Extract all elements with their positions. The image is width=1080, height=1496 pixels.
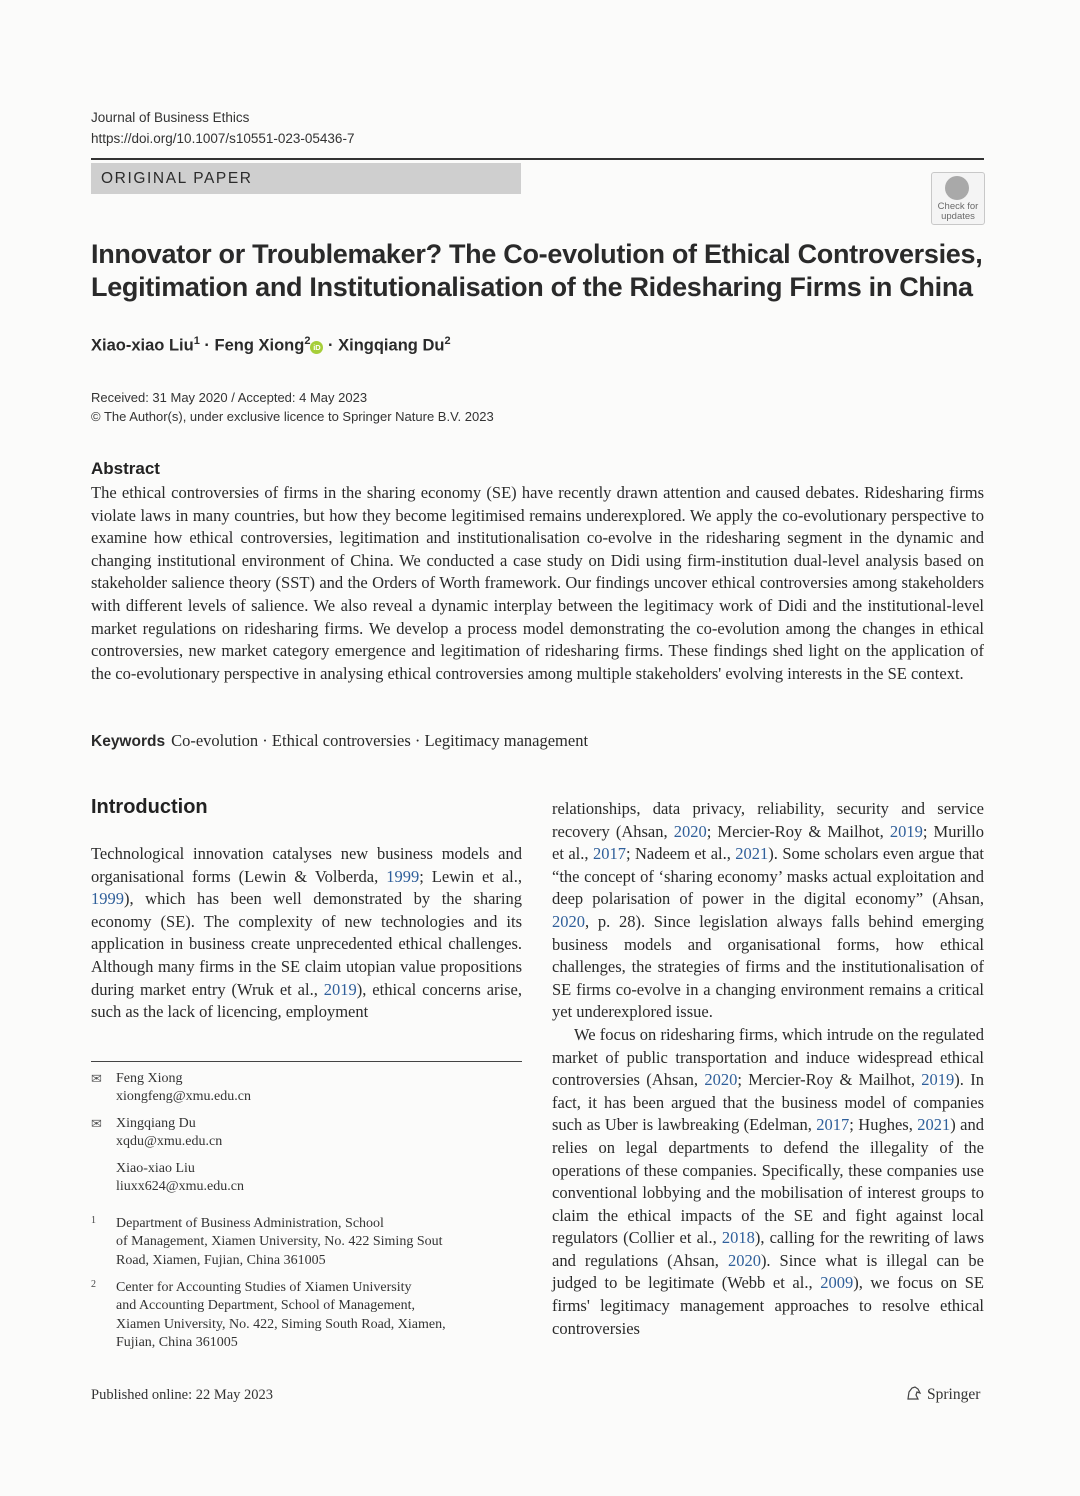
- contact-entry: [91, 1070, 102, 1089]
- text-run: ; Mercier-Roy & Mailhot,: [737, 1070, 922, 1090]
- text-run: ), calling for the rewriting of laws and regulations (Ahsan,: [552, 1228, 984, 1270]
- author-list: [91, 335, 451, 356]
- text-run: ; Nadeem et al.,: [625, 844, 736, 864]
- text-run: ) and relies on legal departments to defend the illegality of the operations of these companies. Specifically, these companies use conventional lobbying and the mobilisation of interest groups to claim the ethical impacts of the SE and fight against local regulators (Collier et al.,: [552, 1115, 984, 1248]
- affiliation-number: 2: [91, 1279, 96, 1290]
- abstract-text: The ethical controversies of firms in the sharing economy (SE) have recently drawn attention and caused debates. Ridesharing firms violate laws in many countries, but how they become legitimised remains underexplored. We apply the co-evolutionary perspective to examine how ethical controversies, legitimation and institutionalisation co-evolve in the ridesharing segment in the dynamic and changing institutional environment of China. We conducted a case study on Didi using firm-institution dual-level analysis based on stakeholder salience theory (SST) and the Orders of Worth framework. Our findings uncover ethical controversies among stakeholders with different levels of salience. We also reveal a dynamic interplay between the legitimacy work of Didi and the institutional-level market regulations on ridesharing firms. We develop a process model demonstrating the co-evolution among the changes in ethical controversies, new market category emergence and legitimation of ridesharing firms. These findings shed light on the application of the co-evolutionary perspective in analysing ethical controversies among multiple stakeholders' evolving interests in the SE context.: [91, 483, 984, 683]
- springer-horse-icon: [905, 1384, 923, 1402]
- citation-link[interactable]: 2020: [704, 1070, 738, 1090]
- author-affiliation-mark: 1: [193, 335, 200, 347]
- affiliation-line: of Management, Xiamen University, No. 422 Siming Sout: [116, 1234, 443, 1250]
- text-run: ; Murillo et al.,: [552, 821, 984, 864]
- keywords-label: Keywords: [91, 733, 166, 750]
- introduction-heading: Introduction: [91, 796, 208, 818]
- title-line-2: Legitimation and Institutionalisation of the Ridesharing Firms in China: [91, 272, 973, 302]
- contact-entry: [91, 1115, 102, 1134]
- contact-email[interactable]: liuxx624@xmu.edu.cn: [116, 1179, 244, 1195]
- citation-link[interactable]: 1999: [386, 866, 420, 886]
- text-run: ; Hughes,: [849, 1115, 918, 1135]
- paragraph: [91, 843, 522, 1024]
- affiliation: [116, 1279, 526, 1352]
- affiliation-line: Xiamen University, No. 422, Siming South Road, Xiamen,: [116, 1316, 446, 1332]
- text-run: ), we focus on SE firms' legitimacy management approaches to resolve ethical controversies: [552, 1273, 984, 1338]
- contact-name: Xingqiang Du: [116, 1116, 196, 1131]
- published-online-date: Published online: 22 May 2023: [91, 1387, 274, 1403]
- doi-link[interactable]: https://doi.org/10.1007/s10551-023-05436-7: [91, 131, 355, 146]
- contact-name: Feng Xiong: [116, 1071, 183, 1086]
- journal-name: Journal of Business Ethics: [91, 110, 250, 125]
- contact-entry: [116, 1160, 244, 1197]
- citation-link[interactable]: 1999: [91, 889, 124, 909]
- text-run: ; Lewin et al.,: [419, 866, 522, 886]
- paragraph: [552, 798, 984, 1024]
- contact-entry: [116, 1115, 222, 1152]
- copyright-notice: © The Author(s), under exclusive licence to Springer Nature B.V. 2023: [91, 409, 494, 424]
- citation-link[interactable]: 2021: [917, 1115, 951, 1135]
- citation-link[interactable]: 2020: [727, 1250, 761, 1270]
- text-run: ). Since what is illegal can be judged to be legitimate (Webb et al.,: [552, 1250, 985, 1293]
- envelope-icon: ✉: [91, 1071, 102, 1086]
- citation-link[interactable]: 2019: [323, 979, 357, 999]
- author-affiliation-mark: 2: [444, 335, 451, 347]
- publisher-name: Springer: [927, 1386, 981, 1403]
- citation-link[interactable]: 2019: [889, 821, 923, 841]
- citation-link[interactable]: 2018: [721, 1228, 755, 1248]
- author-name[interactable]: Xiao-xiao Liu: [91, 336, 194, 355]
- author-separator: ·: [323, 336, 339, 355]
- text-run: ). Some scholars even argue that “the concept of ‘sharing economy’ masks actual exploitation and deep polarisation of power in the digital economy” (Ahsan,: [552, 844, 984, 909]
- text-run: We focus on ridesharing firms, which intrude on the regulated market of public transportation and induce widespread ethical controversies (Ahsan,: [552, 1024, 984, 1090]
- contact-name: Xiao-xiao Liu: [116, 1161, 195, 1176]
- keywords-list: Co-evolution · Ethical controversies · Legitimacy management: [171, 731, 589, 750]
- article-type-label: ORIGINAL PAPER: [101, 170, 253, 187]
- citation-link[interactable]: 2019: [921, 1070, 955, 1090]
- affiliation-line: and Accounting Department, School of Management,: [116, 1298, 415, 1314]
- affiliation: [116, 1215, 526, 1270]
- paragraph: [552, 1024, 984, 1340]
- paper-title: [91, 238, 991, 304]
- affiliation-line: Department of Business Administration, School: [116, 1216, 384, 1231]
- text-run: ). In fact, it has been argued that the business model of companies such as Uber is lawbreaking (Edelman,: [552, 1070, 984, 1135]
- author-name[interactable]: Feng Xiong: [214, 336, 305, 355]
- contact-entry: [116, 1070, 251, 1107]
- text-run: Technological innovation catalyses new business models and organisational forms (Lewin & Volberda,: [91, 844, 522, 886]
- text-run: , p. 28). Since legislation always falls behind emerging business models and organisational forms, how ethical challenges, the strategies of firms and the institutionalisation of SE firms co-evolve in a changing environment remains a critical yet underexplored issue.: [552, 911, 984, 1022]
- author-affiliation-mark: 2: [304, 335, 311, 347]
- check-updates-label: Check for updates: [937, 201, 979, 222]
- text-run: ), ethical concerns arise, such as the lack of licencing, employment: [91, 979, 522, 1022]
- right-column-text: [552, 798, 984, 1340]
- check-updates-icon: [945, 176, 969, 200]
- contact-email[interactable]: xqdu@xmu.edu.cn: [116, 1134, 223, 1150]
- author-separator: ·: [199, 336, 215, 355]
- citation-link[interactable]: 2017: [816, 1115, 850, 1135]
- citation-link[interactable]: 2021: [735, 844, 769, 864]
- text-run: relationships, data privacy, reliability, security and service recovery (Ahsan,: [552, 799, 984, 841]
- abstract-heading: Abstract: [91, 459, 160, 478]
- footnote-rule: [91, 1061, 522, 1062]
- affiliation-number: 1: [91, 1215, 96, 1226]
- affiliation-line: Center for Accounting Studies of Xiamen University: [116, 1280, 412, 1295]
- left-column-text: [91, 843, 522, 1024]
- received-dates: Received: 31 May 2020 / Accepted: 4 May 2023: [91, 390, 368, 405]
- affiliation-line: Fujian, China 361005: [116, 1334, 238, 1350]
- text-run: ; Mercier-Roy & Mailhot,: [706, 821, 890, 841]
- citation-link[interactable]: 2020: [552, 911, 585, 931]
- citation-link[interactable]: 2017: [592, 844, 626, 864]
- header-rule: [91, 158, 984, 160]
- affiliation-line: Road, Xiamen, Fujian, China 361005: [116, 1252, 326, 1268]
- envelope-icon: ✉: [91, 1116, 102, 1131]
- title-line-1: Innovator or Troublemaker? The Co-evolution of Ethical Controversies,: [91, 239, 983, 269]
- orcid-icon[interactable]: iD: [310, 341, 323, 354]
- author-name[interactable]: Xingqiang Du: [338, 336, 445, 355]
- text-run: ), which has been well demonstrated by the sharing economy (SE). The complexity of new technologies and its application in business create unprecedented ethical challenges. Although many firms in the SE claim utopian value propositions during market entry (Wruk et al.,: [91, 889, 522, 999]
- citation-link[interactable]: 2009: [820, 1273, 854, 1293]
- keywords-line: [91, 731, 588, 751]
- contact-email[interactable]: xiongfeng@xmu.edu.cn: [116, 1089, 251, 1105]
- publisher-logo: [905, 1384, 980, 1404]
- citation-link[interactable]: 2020: [673, 821, 707, 841]
